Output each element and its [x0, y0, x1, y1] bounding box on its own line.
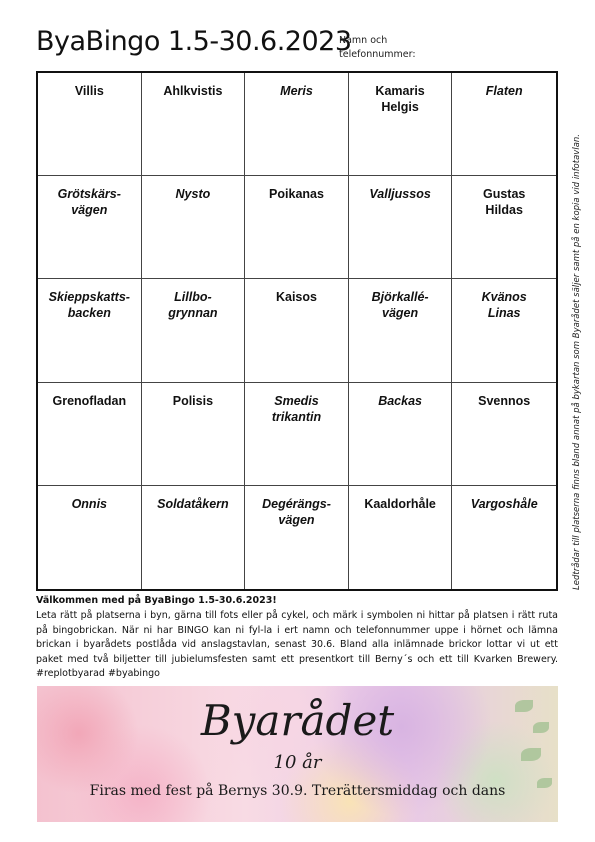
- bingo-cell[interactable]: [245, 383, 349, 486]
- bingo-cell[interactable]: [38, 383, 142, 486]
- bingo-cell-label: grynnan: [168, 306, 218, 321]
- name-phone-label: [339, 34, 416, 62]
- welcome-body: Leta rätt på platserna i byn, gärna till fots eller på cykel, och märk i symbolen ni hittar på platsen i rätt ruta på bingobrickan. När ni har BINGO kan ni fyl-la i ert namn och telefonnummer uppe i hörnet och lämna brickan i byarådets postlåda vid anslagstavlan, senast 30.6. Bland alla inlämnade brickor lottar vi ut ett paket med två biljetter till jubielumsfesten samt ett presentkort till Berny´s och ett till Kvarken Brewery. #replotbyarad #byabingo: [36, 610, 558, 679]
- bingo-cell-label: Grötskärs-: [57, 187, 121, 202]
- bingo-cell[interactable]: [142, 279, 246, 382]
- bingo-cell[interactable]: [245, 176, 349, 279]
- bingo-cell-label: Kaaldorhåle: [364, 496, 436, 511]
- bingo-cell-label: Meris: [280, 84, 313, 98]
- bingo-cell[interactable]: [349, 279, 453, 382]
- bingo-cell[interactable]: [452, 73, 556, 176]
- bingo-cell-label: vägen: [71, 203, 108, 218]
- bingo-cell-label: Grenofladan: [52, 393, 127, 408]
- bingo-cell-label: vägen: [278, 512, 315, 527]
- bingo-cell-label: Lillbo-: [174, 290, 212, 305]
- bingo-cell-label: Björkallé-: [371, 290, 429, 305]
- bingo-cell-label: Backas: [378, 393, 422, 408]
- bingo-cell-label: Degérängs-: [262, 496, 331, 511]
- bingo-cell-label: Skieppskatts-: [48, 290, 130, 305]
- bingo-cell-label: Hildas: [485, 203, 523, 218]
- bingo-cell-label: Polisis: [172, 393, 214, 408]
- bingo-cell[interactable]: [452, 279, 556, 382]
- bingo-cell[interactable]: [452, 383, 556, 486]
- bingo-cell-label: Poikanas: [269, 187, 324, 202]
- bingo-grid: [36, 71, 558, 591]
- bingo-cell[interactable]: [349, 176, 453, 279]
- bingo-cell[interactable]: [452, 486, 556, 589]
- bingo-cell-label: Helgis: [381, 100, 419, 114]
- bingo-cell-label: Smedis: [274, 393, 319, 408]
- bingo-cell[interactable]: [349, 383, 453, 486]
- bingo-cell[interactable]: [142, 383, 246, 486]
- clue-side-note: Ledtrådar till platserna finns bland annat på bykartan som Byarådet säljer samt på en kopia vid infotavlan.: [572, 134, 582, 590]
- bingo-cell-label: Linas: [487, 306, 521, 321]
- anniversary-banner: [37, 686, 558, 822]
- bingo-cell[interactable]: [38, 279, 142, 382]
- bingo-cell-label: Kaisos: [275, 290, 317, 305]
- banner-title: Byarådet: [200, 696, 395, 745]
- bingo-cell-label: Soldatåkern: [157, 496, 229, 511]
- bingo-cell-label: Ahlkvistis: [163, 84, 223, 98]
- bingo-cell-label: Svennos: [478, 393, 531, 408]
- bingo-cell[interactable]: [452, 176, 556, 279]
- bingo-cell-label: Kvänos: [481, 290, 527, 305]
- bingo-cell[interactable]: [38, 176, 142, 279]
- welcome-heading: Välkommen med på ByaBingo 1.5-30.6.2023!: [36, 595, 277, 606]
- bingo-cell-label: vägen: [382, 306, 419, 321]
- bingo-cell-label: Kamaris: [375, 84, 425, 98]
- banner-years: 10 år: [273, 752, 322, 773]
- bingo-cell[interactable]: [142, 73, 246, 176]
- bingo-cell-label: Gustas: [482, 187, 526, 202]
- bingo-cell[interactable]: [245, 279, 349, 382]
- bingo-cell[interactable]: [38, 486, 142, 589]
- bingo-cell-label: backen: [67, 306, 111, 321]
- bingo-cell[interactable]: [142, 176, 246, 279]
- name-label-line2: telefonnummer:: [339, 49, 416, 60]
- bingo-cell-label: Villis: [74, 84, 104, 98]
- page-title: ByaBingo 1.5-30.6.2023: [36, 26, 352, 57]
- banner-subtitle: Firas med fest på Bernys 30.9. Trerättersmiddag och dans: [89, 783, 506, 799]
- bingo-cell-label: Flaten: [485, 84, 523, 98]
- bingo-cell[interactable]: [245, 486, 349, 589]
- bingo-cell[interactable]: [349, 486, 453, 589]
- bingo-cell-label: Valljussos: [369, 187, 431, 202]
- bingo-cell-label: Nysto: [175, 187, 211, 202]
- bingo-cell[interactable]: [38, 73, 142, 176]
- bingo-cell[interactable]: [245, 73, 349, 176]
- name-label-line1: Namn och: [339, 35, 388, 46]
- bingo-cell[interactable]: [349, 73, 453, 176]
- bingo-cell-label: Vargoshåle: [470, 496, 538, 511]
- bingo-cell-label: trikantin: [271, 409, 322, 424]
- bingo-cell[interactable]: [142, 486, 246, 589]
- bingo-cell-label: Onnis: [71, 496, 107, 511]
